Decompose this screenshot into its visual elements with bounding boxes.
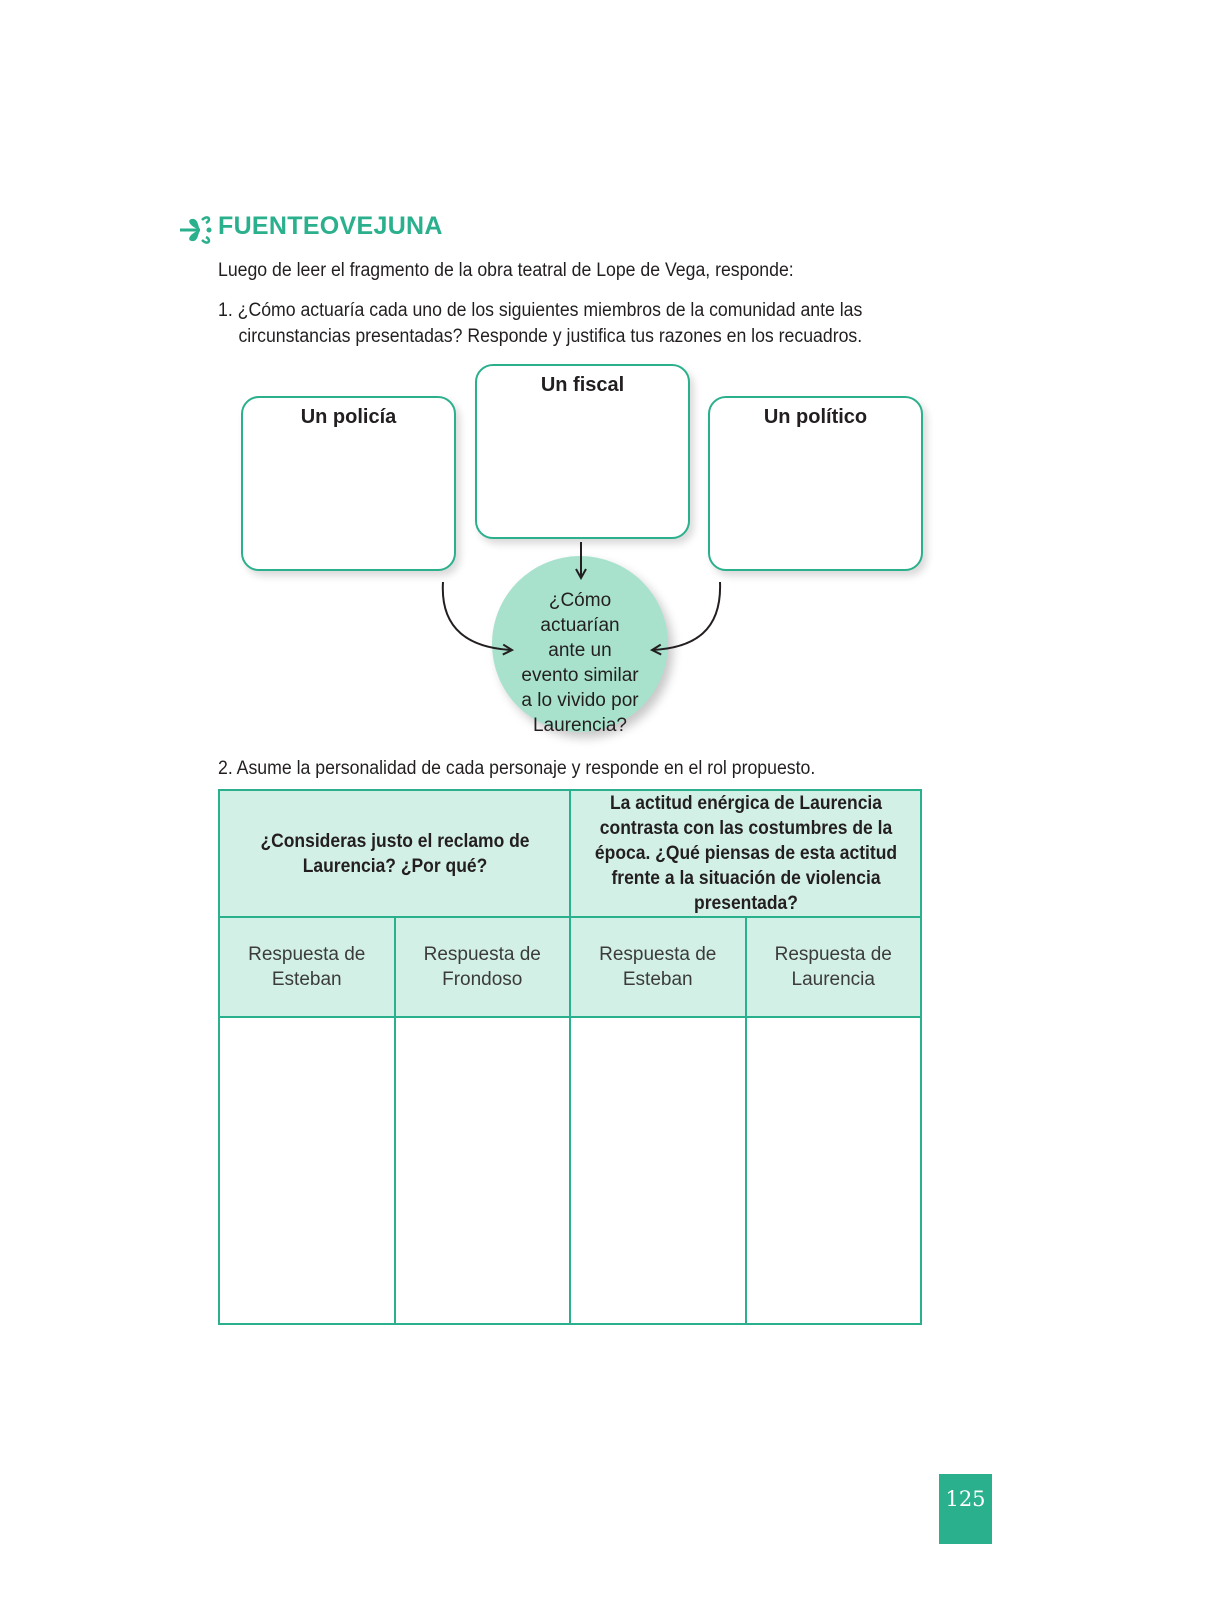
box-label-fiscal: Un fiscal [540,374,625,396]
subheader-3: Respuesta de Esteban [599,944,717,990]
arrow-politico [652,582,720,650]
arrow-policia [443,582,512,650]
answer-cell[interactable] [746,1017,922,1324]
table-header-row [219,790,921,917]
box-label-politico: Un político [763,406,868,428]
subheader-cell [570,917,746,1017]
table-subheader-row [219,917,921,1017]
box-label-policia: Un policía [300,406,397,428]
table-header-1: ¿Consideras justo el reclamo de Laurencia? ¿Por qué? [259,830,530,877]
table-header-cell [570,790,921,917]
center-question-value: ¿Cómo actuarían ante un evento similar a lo vivido por Laurencia? [521,590,639,736]
table-header-cell [219,790,570,917]
answer-cell[interactable] [395,1017,571,1324]
subheader-cell [395,917,571,1017]
answer-cell[interactable] [219,1017,395,1324]
question-1-text: 1. ¿Cómo actuaría cada uno de los siguientes miembros de la comunidad ante las circunstancias presentadas? Responde y justifica tus razones en los recuadros. [218,300,863,347]
answer-cell[interactable] [570,1017,746,1324]
intro-text: Luego de leer el fragmento de la obra teatral de Lope de Vega, responde: [218,260,794,281]
question-2-text: 2. Asume la personalidad de cada personaje y responde en el rol propuesto. [218,758,816,779]
subheader-cell [219,917,395,1017]
subheader-4: Respuesta de Laurencia [774,944,892,990]
subheader-2: Respuesta de Frondoso [423,944,541,990]
table-answer-row [219,1017,921,1324]
subheader-cell [746,917,922,1017]
diagram-arrows [0,0,1221,760]
section-title: FUENTEOVEJUNA [218,212,443,240]
page-number: 125 [939,1474,992,1544]
subheader-1: Respuesta de Esteban [248,944,366,990]
table-header-2: La actitud enérgica de Laurencia contrasta con las costumbres de la época. ¿Qué piensas de esta actitud frente a la situación de violencia presentada? [594,793,897,914]
answers-table [218,789,922,1325]
